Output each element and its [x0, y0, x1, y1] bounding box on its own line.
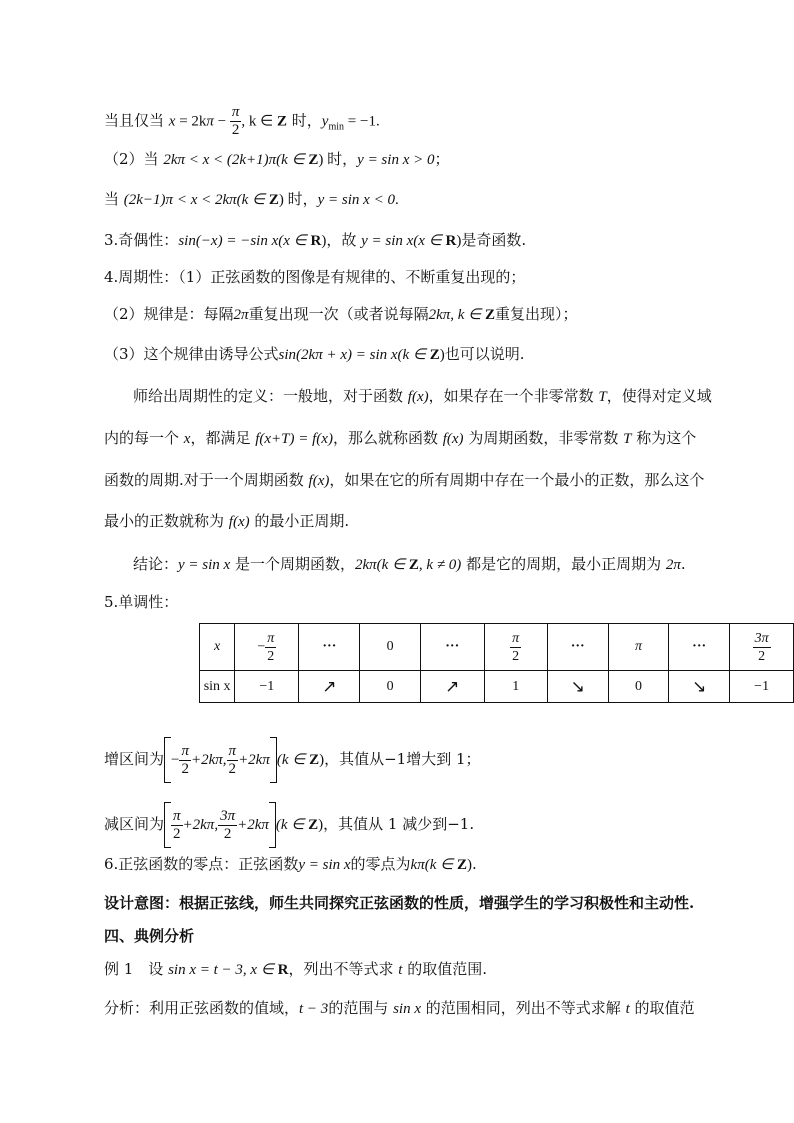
math: t — [398, 962, 403, 978]
text: 函数的周期.对于一个周期函数 — [104, 471, 309, 489]
denominator: 2 — [231, 122, 240, 138]
text: 称为这个 — [631, 429, 697, 447]
text: ； — [434, 150, 450, 168]
denominator: 2 — [758, 648, 766, 664]
table-row-x — [200, 624, 794, 671]
text: 时， — [287, 111, 322, 130]
reals-symbol: R — [310, 233, 322, 249]
text: ，其值从 1 减少到−1. — [323, 815, 475, 833]
fraction — [753, 630, 771, 665]
math: f(x) — [407, 389, 429, 405]
math: y = sin x < 0 — [317, 192, 395, 208]
numerator: π — [231, 104, 240, 120]
table-cell: π — [608, 624, 668, 671]
line-design-intent — [104, 892, 694, 914]
text: 重复出现一次（或者说每隔 — [248, 305, 429, 323]
line-periodicity-rule — [104, 303, 578, 326]
text: ，故 — [326, 231, 362, 249]
left-bracket — [164, 737, 171, 783]
increase-arrow-icon: ↗ — [420, 671, 484, 703]
numerator: 3π — [220, 807, 236, 824]
line-induction-formula — [104, 343, 525, 366]
math: = 2k — [175, 113, 207, 130]
text: 四、典例分析 — [104, 927, 195, 945]
line-parity — [104, 229, 526, 252]
paragraph-definition-line-3 — [104, 469, 704, 492]
left-bracket — [164, 802, 171, 848]
text: 都是它的周期，最小正周期为 — [461, 555, 666, 573]
text: 增区间为 — [104, 750, 165, 768]
right-bracket — [270, 737, 277, 783]
text: ，如果在它的所有周期中存在一个最小的正数，那么这个 — [329, 471, 705, 489]
text: 也可以说明. — [444, 345, 525, 363]
denominator: 2 — [223, 825, 232, 842]
right-bracket — [269, 802, 276, 848]
text: . — [394, 192, 399, 208]
math: ) — [439, 347, 445, 363]
table-cell: ··· — [669, 624, 730, 671]
denominator: 2 — [267, 648, 275, 664]
fraction-pi-over-2 — [230, 104, 242, 139]
line-decreasing-interval — [104, 801, 474, 848]
text: 当 — [104, 190, 124, 208]
table-cell: 0 — [360, 671, 420, 703]
integers-symbol: Z — [308, 152, 319, 168]
numerator: π — [267, 630, 275, 646]
paragraph-definition-line-1 — [133, 385, 712, 408]
fraction — [218, 808, 237, 843]
table-cell — [235, 624, 299, 671]
integers-symbol: Z — [309, 752, 320, 768]
math: (k ∈ — [275, 817, 309, 833]
text: ，使得对定义域 — [606, 387, 712, 405]
math: 2π — [233, 307, 249, 323]
decrease-arrow-icon: ↘ — [547, 671, 608, 703]
text: 分析：利用正弦函数的值域， — [104, 999, 300, 1017]
math-x: x — [168, 113, 176, 130]
math: 2kπ, k ∈ — [428, 307, 485, 323]
denominator: 2 — [512, 648, 520, 664]
math-y: y — [321, 113, 329, 130]
math: 2π — [665, 557, 681, 573]
table-cell-label: sin x — [200, 671, 235, 703]
text: 是奇函数. — [461, 231, 527, 249]
paragraph-definition-line-2 — [104, 427, 696, 450]
line-increasing-interval — [104, 736, 481, 783]
heading-monotonicity — [104, 591, 178, 613]
integers-symbol: Z — [268, 192, 279, 208]
text: 6.正弦函数的零点：正弦函数 — [104, 855, 299, 873]
text: ，都满足 — [190, 429, 256, 447]
fraction — [179, 743, 191, 778]
table-cell: −1 — [730, 671, 794, 703]
denominator: 2 — [181, 760, 189, 777]
text: 的最小正周期. — [249, 512, 350, 530]
math: ) — [318, 817, 324, 833]
table-row-sinx — [200, 671, 794, 703]
math: 2kπ < x < (2k+1)π(k ∈ — [163, 152, 309, 168]
integers-symbol: Z — [277, 113, 288, 130]
math: , k ≠ 0) — [418, 557, 462, 573]
integers-symbol: Z — [456, 857, 467, 873]
math: y = sin x(x ∈ — [361, 233, 446, 249]
text: 内的每一个 — [104, 429, 184, 447]
text: 3.奇偶性： — [104, 231, 179, 249]
text: 减区间为 — [104, 815, 165, 833]
text: 是一个周期函数， — [230, 555, 355, 573]
text: 5.单调性： — [104, 593, 179, 611]
paragraph-definition-line-4 — [104, 510, 349, 533]
line-positive-interval — [104, 148, 450, 171]
table-cell: −1 — [235, 671, 299, 703]
math: T — [598, 389, 607, 405]
text: 师给出周期性的定义：一般地，对于函数 — [133, 387, 408, 405]
line-analysis — [104, 997, 695, 1020]
math: − — [171, 752, 180, 768]
denominator: 2 — [228, 760, 237, 777]
math: +2kπ — [238, 752, 270, 768]
numerator: π — [512, 630, 520, 646]
text: 重复出现）； — [495, 305, 578, 323]
table-cell: 0 — [608, 671, 668, 703]
math: +2kπ — [237, 817, 269, 833]
math: ) — [319, 752, 325, 768]
numerator: 3π — [754, 630, 769, 646]
text: ) 时， — [318, 152, 358, 168]
math: ) — [321, 233, 327, 249]
math: sin x — [393, 1001, 422, 1017]
fraction — [227, 743, 239, 778]
table-cell-label: x — [200, 624, 235, 671]
math: 2kπ(k ∈ — [355, 557, 409, 573]
math: T — [623, 431, 632, 447]
text: 为周期函数，非零常数 — [463, 429, 624, 447]
table-cell — [484, 624, 547, 671]
text: ) 时， — [278, 192, 318, 208]
text: ，那么就称函数 — [332, 429, 443, 447]
denominator: 2 — [173, 825, 181, 842]
text: ，其值从−1增大到 1； — [324, 750, 481, 768]
table-cell — [730, 624, 794, 671]
integers-symbol: Z — [408, 557, 419, 573]
table-cell: 1 — [484, 671, 547, 703]
text: ，如果存在一个非零常数 — [428, 387, 599, 405]
math: f(x) — [442, 431, 464, 447]
text: 结论： — [133, 555, 179, 573]
numerator: π — [173, 807, 181, 824]
text: 根据正弦线，师生共同探究正弦函数的性质，增强学生的学习积极性和主动性. — [179, 894, 695, 912]
table-cell: ··· — [299, 624, 360, 671]
fraction — [265, 630, 276, 665]
math: y = sin x — [298, 857, 351, 873]
text: ，列出不等式求 — [288, 960, 399, 978]
math: f(x) — [228, 514, 250, 530]
math: kπ(k ∈ — [410, 857, 457, 873]
heading-example-analysis — [104, 925, 194, 947]
text: （3）这个规律由诱导公式 — [104, 345, 279, 363]
math: t — [625, 1001, 630, 1017]
fraction — [171, 808, 183, 843]
math-pi: π — [206, 113, 214, 130]
line-conclusion — [133, 553, 686, 576]
monotonicity-table — [199, 623, 794, 703]
text: 当且仅当 — [104, 111, 169, 130]
math: − — [213, 113, 230, 130]
math: x — [183, 431, 191, 447]
decrease-arrow-icon: ↘ — [669, 671, 730, 703]
math: sin x = t − 3, x ∈ — [168, 962, 278, 978]
math: y = sin x — [178, 557, 231, 573]
numerator: π — [181, 742, 189, 759]
text: （2）规律是：每隔 — [104, 305, 234, 323]
minus-sign: − — [257, 639, 266, 655]
reals-symbol: R — [277, 962, 289, 978]
text: 4.周期性：（1）正弦函数的图像是有规律的、不断重复出现的； — [104, 268, 526, 286]
math: , k ∈ — [241, 113, 277, 130]
reals-symbol: R — [445, 233, 457, 249]
text: 的零点为 — [350, 855, 411, 873]
text: （2）当 — [104, 150, 164, 168]
math: +2kπ, — [191, 752, 227, 768]
integers-symbol: Z — [484, 307, 495, 323]
design-intent-label: 设计意图： — [104, 894, 180, 912]
math: (2k−1)π < x < 2kπ(k ∈ — [123, 192, 269, 208]
integers-symbol: Z — [429, 347, 440, 363]
numerator: π — [228, 742, 237, 759]
subscript-min: min — [328, 121, 345, 133]
text: . — [680, 555, 686, 573]
table-cell: 0 — [360, 624, 420, 671]
line-zeros — [104, 853, 477, 876]
text: 的取值范围. — [402, 960, 487, 978]
text: 的取值范 — [629, 999, 695, 1017]
text: 例 1 设 — [104, 960, 169, 978]
math: sin(2kπ + x) = sin x(k ∈ — [278, 347, 430, 363]
table-cell: ··· — [547, 624, 608, 671]
math: y = sin x > 0 — [357, 152, 435, 168]
math: ) — [466, 857, 472, 873]
math: f(x) — [308, 473, 330, 489]
integers-symbol: Z — [308, 817, 319, 833]
line-periodicity — [104, 266, 525, 288]
math: ) — [456, 233, 462, 249]
math: f(x+T) = f(x) — [255, 431, 333, 447]
table-cell: ··· — [420, 624, 484, 671]
line-example-1 — [104, 958, 487, 981]
math: (k ∈ — [276, 752, 310, 768]
text: 的范围与 — [328, 999, 394, 1017]
fraction — [510, 630, 521, 665]
text: 最小的正数就称为 — [104, 512, 229, 530]
math: t − 3 — [299, 1001, 329, 1017]
text: 的范围相同，列出不等式求解 — [421, 999, 626, 1017]
math: sin(−x) = −sin x(x ∈ — [178, 233, 311, 249]
line-ymin-condition — [104, 104, 380, 139]
math: +2kπ, — [182, 817, 219, 833]
math: = −1. — [344, 113, 380, 130]
text: . — [471, 855, 477, 873]
line-negative-interval — [104, 188, 399, 211]
increase-arrow-icon: ↗ — [299, 671, 360, 703]
